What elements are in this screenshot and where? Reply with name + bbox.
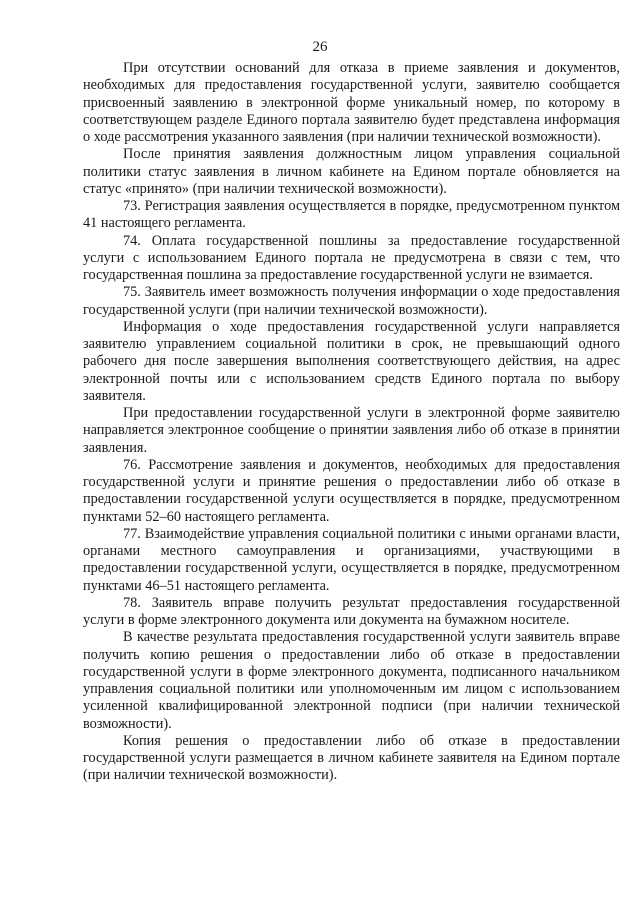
page-number: 26: [312, 39, 328, 55]
paragraph-submission-number: При отсутствии оснований для отказа в приеме заявления и документов, необходимых для предоставления государственной услуги, заявителю сообщается присвоенный заявлению в электронной форме уникальный номер, по которому в соответствующем разделе Единого портала заявителю будет представлена информация о ходе рассмотрения указанного заявления (при наличии технической возможности).: [83, 60, 620, 145]
paragraph-item-76: 76. Рассмотрение заявления и документов, необходимых для предоставления государственной услуги и принятие решения о предоставлении либо об отказе в предоставлении государственной услуги осуществляется в порядке, предусмотренном пунктами 52–60 настоящего регламента.: [83, 456, 620, 525]
paragraph-item-74: 74. Оплата государственной пошлины за предоставление государственной услуги с использованием Единого портала не предусмотрена в связи с тем, что государственная пошлина за предоставление государственной услуги не взимается.: [83, 232, 620, 283]
paragraph-item-78: 78. Заявитель вправе получить результат предоставления государственной услуги в форме электронного документа или документа на бумажном носителе.: [83, 594, 620, 628]
paragraph-item-75: 75. Заявитель имеет возможность получения информации о ходе предоставления государственной услуги (при наличии технической возможности).: [83, 284, 620, 318]
paragraph-item-73: 73. Регистрация заявления осуществляется в порядке, предусмотренном пунктом 41 настоящего регламента.: [83, 198, 620, 232]
paragraph-item-77: 77. Взаимодействие управления социальной политики с иными органами власти, органами местного самоуправления и организациями, участвующими в предоставлении государственной услуги, осуществляется в порядке, предусмотренном пунктами 46–51 настоящего регламента.: [83, 525, 620, 594]
paragraph-result-copy: В качестве результата предоставления государственной услуги заявитель вправе получить копию решения о предоставлении либо об отказе в предоставлении государственной услуги в форме электронного документа, подписанного начальником управления социальной политики или уполномоченным им лицом с использованием усиленной квалифицированной электронной подписи (при наличии технической возможности).: [83, 629, 620, 732]
paragraph-copy-placement: Копия решения о предоставлении либо об отказе в предоставлении государственной услуги размещается в личном кабинете заявителя на Едином портале (при наличии технической возможности).: [83, 732, 620, 784]
paragraph-electronic-message: При предоставлении государственной услуги в электронной форме заявителю направляется электронное сообщение о принятии заявления либо об отказе в принятии заявления.: [83, 405, 620, 456]
paragraph-status-update: После принятия заявления должностным лицом управления социальной политики статус заявления в личном кабинете на Едином портале обновляется на статус «принято» (при наличии технической возможности).: [83, 146, 620, 197]
document-body: [83, 60, 620, 785]
paragraph-progress-info: Информация о ходе предоставления государственной услуги направляется заявителю управлением социальной политики в срок, не превышающий одного рабочего дня после завершения выполнения соответствующего действия, на адрес электронной почты или с использованием средств Единого портала по выбору заявителя.: [83, 318, 620, 404]
